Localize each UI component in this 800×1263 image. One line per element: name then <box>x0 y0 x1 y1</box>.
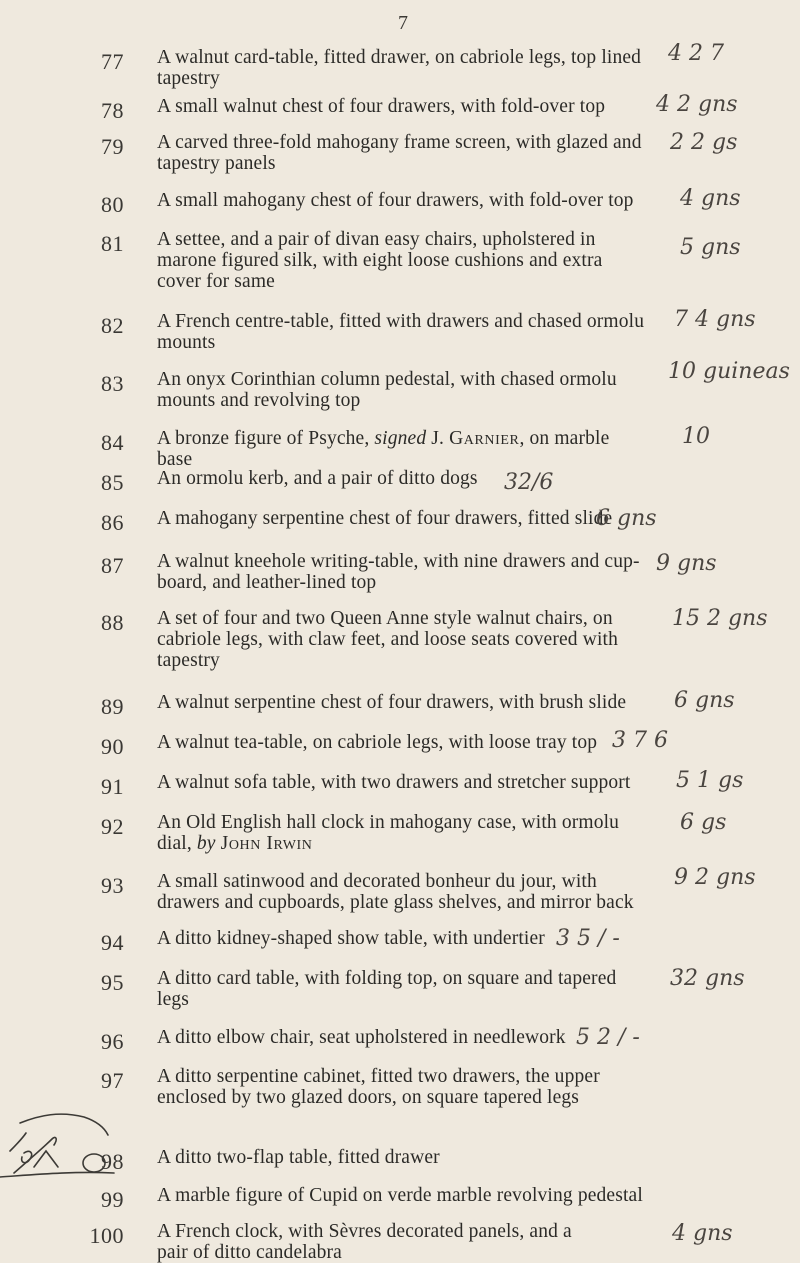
lot-number: 91 <box>101 774 124 799</box>
lot-description: A ditto kidney-shaped show table, with undertier <box>157 928 545 949</box>
desc-signed: signed <box>374 428 427 449</box>
lot-description: A walnut serpentine chest of four drawers, with brush slide <box>157 692 627 713</box>
lot-description <box>157 428 647 470</box>
lot-number: 95 <box>101 970 124 995</box>
lot-number: 96 <box>101 1029 124 1054</box>
handwritten-price: 3 5 / - <box>556 926 620 951</box>
desc-text: , on marble base <box>157 428 610 470</box>
lot-number: 77 <box>101 49 124 74</box>
handwritten-price: 4 2 gns <box>656 92 738 117</box>
lot-number: 81 <box>101 231 124 256</box>
lot-description: A French centre-table, fitted with drawers and chased ormolu mounts <box>157 311 645 353</box>
lot-description: A small mahogany chest of four drawers, with fold-over top <box>157 190 634 211</box>
lot-number: 92 <box>101 814 124 839</box>
desc-by: by <box>196 833 216 854</box>
handwritten-price: 32/6 <box>504 470 554 495</box>
handwritten-price: 5 gns <box>680 235 741 260</box>
maker-name: Garnier <box>449 428 520 449</box>
handwritten-price: 10 guineas <box>668 359 790 384</box>
lot-description: A French clock, with Sèvres decorated panels, and a pair of ditto candelabra <box>157 1221 572 1263</box>
handwritten-price: 5 1 gs <box>676 768 744 793</box>
lot-number: 90 <box>101 734 124 759</box>
desc-text: A bronze figure of Psyche, <box>157 428 375 449</box>
lot-description: A small satinwood and decorated bonheur du jour, with drawers and cupboards, plate glass shelves, and mirror back <box>157 871 634 913</box>
handwritten-price: 7 4 gns <box>674 307 756 332</box>
lot-description: A small walnut chest of four drawers, with fold-over top <box>157 96 606 117</box>
lot-description <box>157 812 647 854</box>
lot-number: 93 <box>101 873 124 898</box>
lot-description: A walnut sofa table, with two drawers and stretcher support <box>157 772 631 793</box>
lot-number: 87 <box>101 553 124 578</box>
page-number: 7 <box>398 12 408 34</box>
handwritten-price: 3 7 6 <box>612 728 668 753</box>
desc-text: An Old English hall clock in mahogany case, with ormolu dial, <box>157 812 620 854</box>
lot-description: A ditto card table, with folding top, on square and tapered legs <box>157 968 617 1010</box>
lot-number: 97 <box>101 1068 124 1093</box>
lot-description: A ditto two-flap table, fitted drawer <box>157 1147 440 1168</box>
lot-number: 100 <box>89 1223 124 1248</box>
lot-description: A walnut kneehole writing-table, with nine drawers and cup-board, and leather-lined top <box>157 551 640 593</box>
lot-number: 83 <box>101 371 124 396</box>
lot-description: An ormolu kerb, and a pair of ditto dogs <box>157 468 478 489</box>
handwritten-price: 15 2 gns <box>672 606 768 631</box>
lot-number: 80 <box>101 192 124 217</box>
lot-description: A ditto elbow chair, seat upholstered in needlework <box>157 1027 566 1048</box>
lot-description: A carved three-fold mahogany frame screen, with glazed and tapestry panels <box>157 132 642 174</box>
lot-number: 79 <box>101 134 124 159</box>
lot-description: A set of four and two Queen Anne style walnut chairs, on cabriole legs, with claw feet, and loose seats covered with tapestry <box>157 608 618 671</box>
lot-description: A ditto serpentine cabinet, fitted two drawers, the upper enclosed by two glazed doors, on square tapered legs <box>157 1066 600 1108</box>
handwritten-price: 2 2 gs <box>670 130 738 155</box>
handwritten-price: 9 gns <box>656 551 717 576</box>
lot-number: 98 <box>101 1149 124 1174</box>
lot-number: 85 <box>101 470 124 495</box>
lot-number: 89 <box>101 694 124 719</box>
handwritten-price: 32 gns <box>670 966 745 991</box>
handwritten-price: 6 gs <box>680 810 727 835</box>
handwritten-price: 4 gns <box>680 186 741 211</box>
lot-number: 82 <box>101 313 124 338</box>
lot-number: 86 <box>101 510 124 535</box>
lot-description: A walnut card-table, fitted drawer, on cabriole legs, top lined tapestry <box>157 47 642 89</box>
lot-description: An onyx Corinthian column pedestal, with chased ormolu mounts and revolving top <box>157 369 617 411</box>
handwritten-price: 6 gns <box>674 688 735 713</box>
pencil-scribble-icon <box>0 1055 130 1185</box>
lot-description: A walnut tea-table, on cabriole legs, with loose tray top <box>157 732 598 753</box>
lot-number: 88 <box>101 610 124 635</box>
lot-number: 99 <box>101 1187 124 1212</box>
lot-number: 78 <box>101 98 124 123</box>
handwritten-price: 4 2 7 <box>668 41 724 66</box>
handwritten-price: 9 2 gns <box>674 865 756 890</box>
lot-description: A marble figure of Cupid on verde marble revolving pedestal <box>157 1185 643 1206</box>
handwritten-price: 5 2 / - <box>576 1025 640 1050</box>
handwritten-price: 10 <box>682 424 710 449</box>
handwritten-price: 6 gns <box>596 506 657 531</box>
lot-number: 94 <box>101 930 124 955</box>
lot-number: 84 <box>101 430 124 455</box>
desc-text: J. <box>426 428 450 449</box>
handwritten-price: 4 gns <box>672 1221 733 1246</box>
lot-description: A mahogany serpentine chest of four drawers, fitted slide <box>157 508 613 529</box>
lot-description: A settee, and a pair of divan easy chairs, upholstered in marone figured silk, with eight loose cushions and extra cover for same <box>157 229 603 292</box>
maker-name: John Irwin <box>220 833 313 854</box>
